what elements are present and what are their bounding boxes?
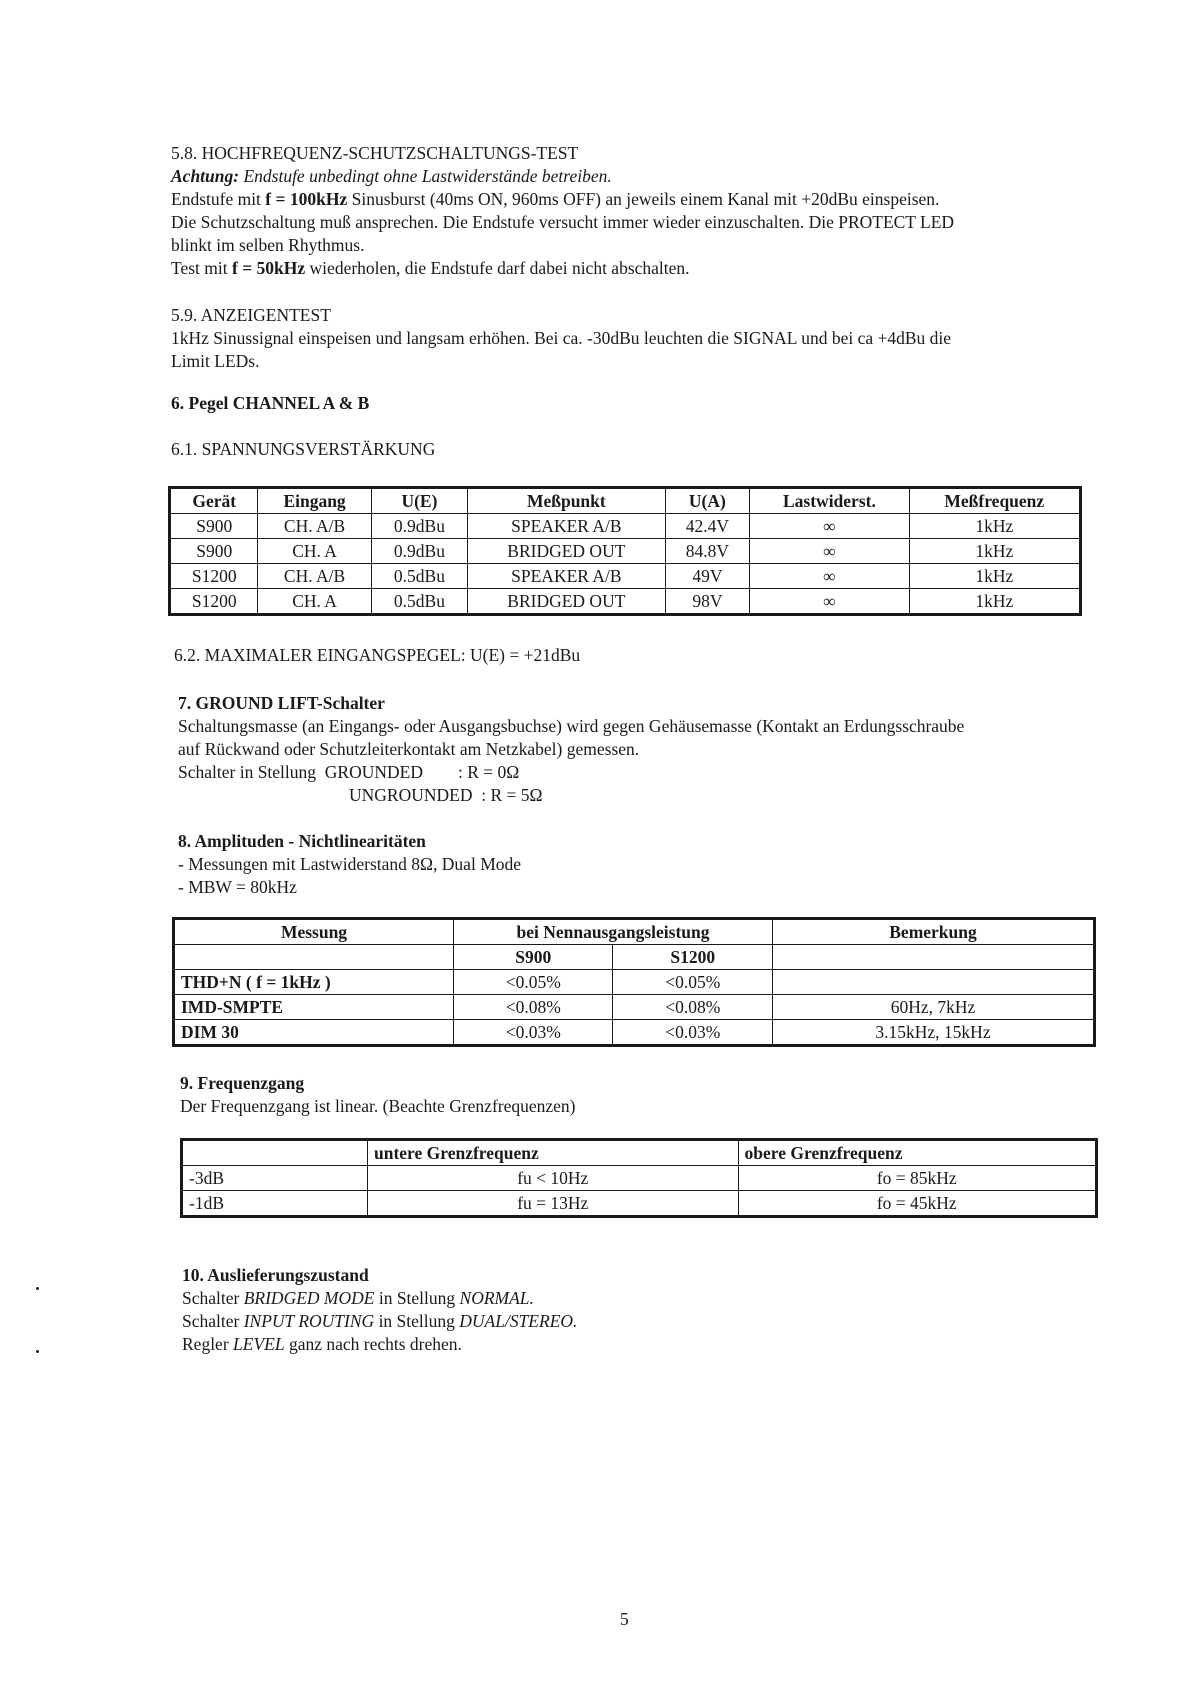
header-cell: Eingang (258, 488, 371, 514)
table-cell: -3dB (182, 1166, 368, 1191)
section-8 (178, 830, 1098, 899)
table-cell: <0.03% (613, 1020, 773, 1046)
table-row (174, 995, 1095, 1020)
section-title: 5.9. ANZEIGENTEST (171, 305, 331, 325)
nonlinearity-table (172, 917, 1096, 1047)
header-cell: Gerät (170, 488, 258, 514)
table-cell: THD+N ( f = 1kHz ) (174, 970, 454, 995)
text-line: Schalter in Stellung GROUNDED : R = 0Ω (178, 762, 520, 783)
section-6-2: 6.2. MAXIMALER EINGANGSPEGEL: U(E) = +21dBu (174, 645, 581, 665)
table-header-row (174, 919, 1095, 945)
table-header-row (170, 488, 1081, 514)
table-cell: 1kHz (909, 539, 1080, 564)
page-number: 5 (620, 1609, 629, 1629)
table-cell: 1kHz (909, 514, 1080, 539)
table-cell: 0.9dBu (371, 514, 467, 539)
table-cell (174, 945, 454, 970)
text-line: Limit LEDs. (171, 351, 260, 372)
table-cell: CH. A (258, 539, 371, 564)
header-cell: Meßfrequenz (909, 488, 1080, 514)
table-cell: CH. A (258, 589, 371, 615)
table-cell (182, 1140, 368, 1166)
table-row (182, 1191, 1097, 1217)
scan-speck (36, 1287, 39, 1290)
table-row (170, 564, 1081, 589)
table-cell: fu = 13Hz (368, 1191, 739, 1217)
header-cell: S900 (454, 945, 613, 970)
table-cell (773, 970, 1095, 995)
table-cell: fo = 45kHz (738, 1191, 1096, 1217)
text-line: auf Rückwand oder Schutzleiterkontakt am Netzkabel) gemessen. (178, 739, 640, 760)
text-line: - Messungen mit Lastwiderstand 8Ω, Dual Mode (178, 854, 522, 875)
header-cell: untere Grenzfrequenz (368, 1140, 739, 1166)
section-6-1-title: 6.1. SPANNUNGSVERSTÄRKUNG (171, 439, 436, 459)
header-cell: U(A) (665, 488, 750, 514)
table-cell: <0.08% (454, 995, 613, 1020)
text-line: 1kHz Sinussignal einspeisen und langsam erhöhen. Bei ca. -30dBu leuchten die SIGNAL und bei ca +4dBu die (171, 328, 952, 349)
table-cell: fu < 10Hz (368, 1166, 739, 1191)
header-cell: Bemerkung (773, 919, 1095, 945)
text-line: blinkt im selben Rhythmus. (171, 235, 365, 256)
table-cell: 0.5dBu (371, 589, 467, 615)
table-row (170, 514, 1081, 539)
header-cell: Messung (174, 919, 454, 945)
table-cell: BRIDGED OUT (468, 539, 665, 564)
section-9 (180, 1072, 1100, 1118)
table-cell: -1dB (182, 1191, 368, 1217)
text-line: Test mit f = 50kHz wiederholen, die Endstufe darf dabei nicht abschalten. (171, 258, 690, 279)
table-cell: S1200 (170, 589, 258, 615)
table-cell: BRIDGED OUT (468, 589, 665, 615)
table-cell: <0.03% (454, 1020, 613, 1046)
table-cell: SPEAKER A/B (468, 564, 665, 589)
table-cell: S900 (170, 539, 258, 564)
table-row (174, 1020, 1095, 1046)
table-cell: 84.8V (665, 539, 750, 564)
section-title: 5.8. HOCHFREQUENZ-SCHUTZSCHALTUNGS-TEST (171, 143, 579, 163)
section-7 (178, 692, 1098, 807)
text-line: Schalter INPUT ROUTING in Stellung DUAL/STEREO. (182, 1311, 578, 1332)
text-line: Schaltungsmasse (an Eingangs- oder Ausgangsbuchse) wird gegen Gehäusemasse (Kontakt an Erdungsschraube (178, 716, 965, 737)
table-header-row (182, 1140, 1097, 1166)
table-cell: DIM 30 (174, 1020, 454, 1046)
table-cell: 42.4V (665, 514, 750, 539)
table-row (170, 589, 1081, 615)
table-cell: 49V (665, 564, 750, 589)
table-cell: fo = 85kHz (738, 1166, 1096, 1191)
table-cell: SPEAKER A/B (468, 514, 665, 539)
table-cell: ∞ (750, 564, 909, 589)
section-title: 10. Auslieferungszustand (182, 1265, 369, 1285)
table-cell: ∞ (750, 589, 909, 615)
section-5-8 (171, 142, 1091, 281)
text-line: Regler LEVEL ganz nach rechts drehen. (182, 1334, 462, 1355)
warning-line: Achtung: Endstufe unbedingt ohne Lastwiderstände betreiben. (171, 166, 612, 187)
table-cell: <0.08% (613, 995, 773, 1020)
text-line: Schalter BRIDGED MODE in Stellung NORMAL. (182, 1288, 534, 1309)
header-cell: Meßpunkt (468, 488, 665, 514)
text-line: UNGROUNDED : R = 5Ω (349, 785, 543, 806)
section-title: 7. GROUND LIFT-Schalter (178, 693, 385, 713)
table-row (174, 970, 1095, 995)
table-cell (773, 945, 1095, 970)
header-cell: obere Grenzfrequenz (738, 1140, 1096, 1166)
table-cell: CH. A/B (258, 514, 371, 539)
table-cell: 0.9dBu (371, 539, 467, 564)
table-cell: S1200 (170, 564, 258, 589)
table-cell: 1kHz (909, 589, 1080, 615)
text-line: Der Frequenzgang ist linear. (Beachte Grenzfrequenzen) (180, 1096, 576, 1117)
frequency-response-table (180, 1138, 1098, 1218)
section-title: 9. Frequenzgang (180, 1073, 305, 1093)
section-10 (182, 1264, 1102, 1356)
section-6-title: 6. Pegel CHANNEL A & B (171, 393, 370, 413)
table-cell: 60Hz, 7kHz (773, 995, 1095, 1020)
table-cell: ∞ (750, 539, 909, 564)
header-cell: Lastwiderst. (750, 488, 909, 514)
text-line: - MBW = 80kHz (178, 877, 297, 898)
table-cell: <0.05% (454, 970, 613, 995)
section-title: 8. Amplituden - Nichtlinearitäten (178, 831, 426, 851)
header-cell: U(E) (371, 488, 467, 514)
scan-speck (36, 1350, 39, 1353)
table-cell: 0.5dBu (371, 564, 467, 589)
header-cell: S1200 (613, 945, 773, 970)
table-cell: CH. A/B (258, 564, 371, 589)
table-header-row (174, 945, 1095, 970)
table-row (182, 1166, 1097, 1191)
voltage-gain-table (168, 486, 1082, 616)
table-cell: 98V (665, 589, 750, 615)
header-cell: bei Nennausgangsleistung (454, 919, 773, 945)
table-cell: 3.15kHz, 15kHz (773, 1020, 1095, 1046)
text-line: Endstufe mit f = 100kHz Sinusburst (40ms ON, 960ms OFF) an jeweils einem Kanal mit +20dBu einspeisen. (171, 189, 940, 210)
text-line: Die Schutzschaltung muß ansprechen. Die Endstufe versucht immer wieder einzuschalten. Die PROTECT LED (171, 212, 955, 233)
table-cell: <0.05% (613, 970, 773, 995)
table-cell: S900 (170, 514, 258, 539)
table-row (170, 539, 1081, 564)
table-cell: ∞ (750, 514, 909, 539)
section-5-9 (171, 304, 1091, 373)
table-cell: 1kHz (909, 564, 1080, 589)
table-cell: IMD-SMPTE (174, 995, 454, 1020)
